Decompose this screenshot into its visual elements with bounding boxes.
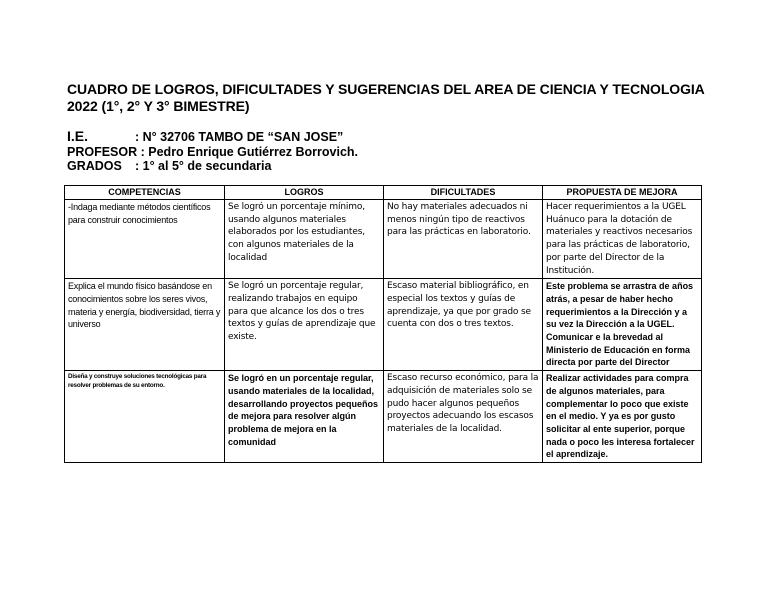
cell-propuesta: Este problema se arrastra de años atrás, a pesar de haber hecho requerimientos a la Dirección y a su vez la Dirección a la UGEL. Comunicar e la brevedad al Ministerio de Educación en forma directa por parte del Director	[543, 279, 702, 371]
ie-value: : N° 32706 TAMBO DE “SAN JOSE”	[135, 130, 344, 144]
cell-logros: Se logró en un porcentaje regular, usando materiales de la localidad, desarrollando proyectos pequeños de mejora para resolver algún problema de mejora en la comunidad	[225, 371, 384, 463]
cell-dificultades: No hay materiales adecuados ni menos ningún tipo de reactivos para las prácticas en laboratorio.	[384, 200, 543, 279]
header-dificultades: DIFICULTADES	[384, 186, 543, 200]
grados-label: GRADOS	[67, 159, 122, 173]
ie-line	[67, 129, 343, 145]
table-header-row	[65, 186, 702, 200]
cell-dificultades: Escaso recurso económico, para la adquisición de materiales solo se pudo hacer algunos pequeños proyectos adecuando los escasos materiales de la localidad.	[384, 371, 543, 463]
cell-competencia: -Indaga mediante métodos científicos para construir conocimientos	[65, 200, 225, 279]
cell-dificultades: Escaso material bibliográfico, en especial los textos y guías de aprendizaje, ya que por grado se cuenta con dos o tres textos.	[384, 279, 543, 371]
grados-line	[67, 159, 271, 174]
table-row	[65, 200, 702, 279]
profesor-label: PROFESOR	[67, 145, 138, 159]
profesor-value: : Pedro Enrique Gutiérrez Borrovich.	[137, 145, 359, 159]
table-row	[65, 279, 702, 371]
header-logros: LOGROS	[225, 186, 384, 200]
grados-value: : 1° al 5° de secundaria	[135, 159, 272, 173]
cell-propuesta: Realizar actividades para compra de algunos materiales, para complementar lo poco que existe en el medio. Y ya es por gusto solicitar al ente superior, porque nada o poco les interesa fortalecer el aprendizaje.	[543, 371, 702, 463]
profesor-line	[67, 145, 358, 160]
cell-logros: Se logró un porcentaje regular, realizando trabajos en equipo para que alcance los dos o tres textos y guías de aprendizaje que existe.	[225, 279, 384, 371]
header-propuesta: PROPUESTA DE MEJORA	[543, 186, 702, 200]
ie-label: I.E.	[67, 128, 89, 144]
document-title: CUADRO DE LOGROS, DIFICULTADES Y SUGERENCIAS DEL AREA DE CIENCIA Y TECNOLOGIA 2022 (1°, 2° Y 3° BIMESTRE)	[67, 81, 705, 114]
cell-competencia: Diseña y construye soluciones tecnológicas para resolver problemas de su entorno.	[65, 371, 225, 463]
logros-table	[64, 185, 702, 463]
cell-propuesta: Hacer requerimientos a la UGEL Huánuco para la dotación de materiales y reactivos necesarios para las prácticas de laboratorio, por parte del Director de la Institución.	[543, 200, 702, 279]
cell-competencia: Explica el mundo físico basándose en conocimientos sobre los seres vivos, materia y energía, biodiversidad, tierra y universo	[65, 279, 225, 371]
cell-logros: Se logró un porcentaje mínimo, usando algunos materiales elaborados por los estudiantes, con algunos materiales de la localidad	[225, 200, 384, 279]
header-competencias: COMPETENCIAS	[65, 186, 225, 200]
table-row	[65, 371, 702, 463]
